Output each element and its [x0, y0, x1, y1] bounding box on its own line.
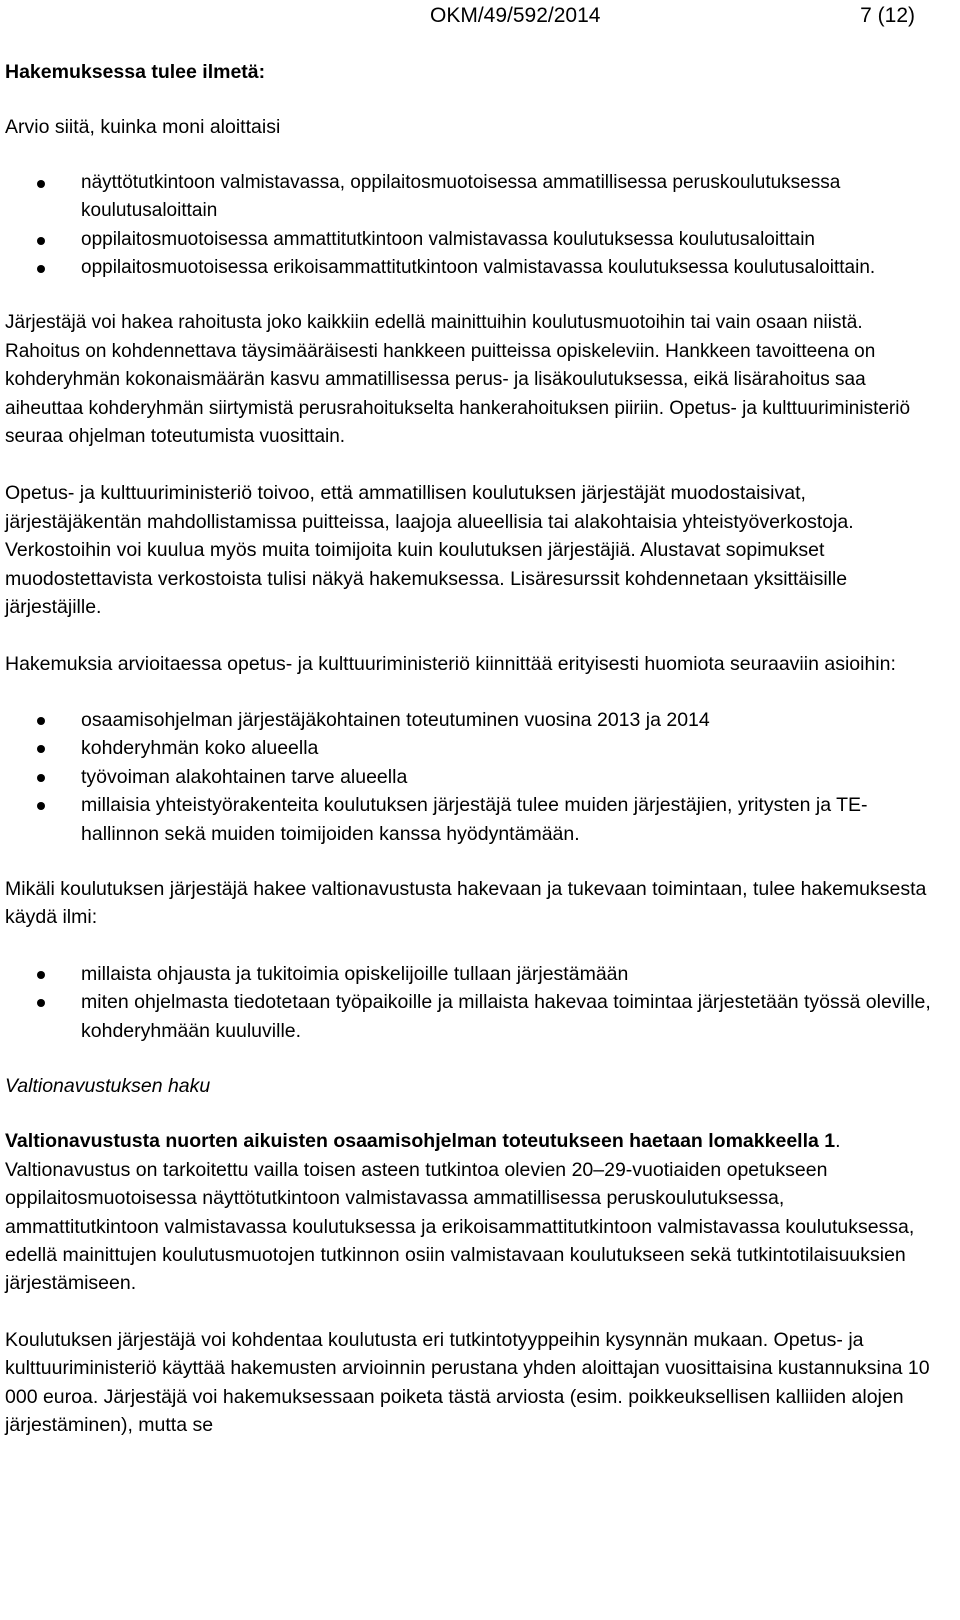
list-item: oppilaitosmuotoisessa erikoisammattitutkintoon valmistavassa koulutuksessa koulutusaloittain.: [5, 254, 935, 282]
document-body: [5, 58, 935, 1467]
bullet-icon: [37, 717, 45, 725]
page-number: 7 (12): [860, 4, 915, 27]
bold-lead: Valtionavustusta nuorten aikuisten osaamisohjelman toteutukseen haetaan lomakkeella 1: [5, 1130, 836, 1153]
list-item: oppilaitosmuotoisessa ammattitutkintoon valmistavassa koulutuksessa koulutusaloittain: [5, 226, 935, 254]
list-item: kohderyhmän koko alueella: [5, 734, 935, 762]
bullet-icon: [37, 774, 45, 782]
paragraph-costs: Koulutuksen järjestäjä voi kohdentaa koulutusta eri tutkintotyyppeihin kysynnän mukaan. Opetus- ja kulttuuriministeriö käyttää hakemusten arvioinnin perustana yhden aloittajan vuosittaisina kustannuksina 10 000 euroa. Järjestäjä voi hakemuksessaan poiketa tästä arviosta (esim. poikkeuksellisen kalliiden alojen järjestäminen), mutta se: [5, 1328, 930, 1437]
document-id: OKM/49/592/2014: [430, 4, 601, 27]
list-item: millaisia yhteistyörakenteita koulutuksen järjestäjä tulee muiden järjestäjien, yritysten ja TE-hallinnon sekä muiden toimijoiden kanssa hyödyntämään.: [5, 791, 935, 848]
bullet-icon: [37, 265, 45, 273]
criteria-list: [5, 706, 935, 848]
list-item: miten ohjelmasta tiedotetaan työpaikoille ja millaista hakevaa toimintaa järjestetään työssä oleville, kohderyhmään kuuluville.: [5, 988, 935, 1045]
subsection-heading: Valtionavustuksen haku: [5, 1074, 211, 1097]
list-item: työvoiman alakohtainen tarve alueella: [5, 763, 935, 791]
paragraph-application: [5, 1127, 935, 1297]
list-item: osaamisohjelman järjestäjäkohtainen toteutuminen vuosina 2013 ja 2014: [5, 706, 935, 734]
paragraph-support-intro: Mikäli koulutuksen järjestäjä hakee valtionavustusta hakevaan ja tukevaan toimintaan, tulee hakemuksesta käydä ilmi:: [5, 877, 927, 929]
bullet-icon: [37, 237, 45, 245]
bullet-icon: [37, 999, 45, 1007]
bullet-icon: [37, 971, 45, 979]
page-header: [0, 0, 960, 40]
paragraph-text: . Valtionavustus on tarkoitettu vailla toisen asteen tutkintoa olevien 20–29-vuotiaiden opetukseen oppilaitosmuotoisessa näyttötutkintoon valmistavassa ammatillisessa peruskoulutuksessa, ammattitutkintoon valmistavassa koulutuksessa ja erikoisammattitutkintoon valmistavassa koulutuksessa, edellä mainittujen koulutusmuotojen tutkinnon osiin valmistavaan koulutukseen sekä tutkintotilaisuuksien järjestämiseen.: [5, 1130, 915, 1295]
support-list: [5, 960, 935, 1045]
bullet-icon: [37, 802, 45, 810]
bullet-icon: [37, 180, 45, 188]
starters-list: [5, 169, 935, 283]
section-intro: Arvio siitä, kuinka moni aloittaisi: [5, 116, 281, 139]
bullet-icon: [37, 745, 45, 753]
section-heading: Hakemuksessa tulee ilmetä:: [5, 61, 266, 83]
paragraph-networks: Opetus- ja kulttuuriministeriö toivoo, että ammatillisen koulutuksen järjestäjät muodostaisivat, järjestäjäkentän mahdollistamissa puitteissa, laajoja alueellisia tai alakohtaisia yhteistyöverkostoja. Verkostoihin voi kuulua myös muita toimijoita kuin koulutuksen järjestäjiä. Alustavat sopimukset muodostettavista verkostoista tulisi näkyä hakemuksessa. Lisäresurssit kohdennetaan yksittäisille järjestäjille.: [5, 482, 854, 619]
list-item: näyttötutkintoon valmistavassa, oppilaitosmuotoisessa ammatillisessa peruskoulutuksessa koulutusaloittain: [5, 169, 935, 226]
paragraph-funding: Järjestäjä voi hakea rahoitusta joko kaikkiin edellä mainittuihin koulutusmuotoihin tai vain osaan niistä. Rahoitus on kohdennettava täysimääräisesti hankkeen puitteissa opiskeleviin. Hankkeen tavoitteena on kohderyhmän kokonaismäärän kasvu ammatillisessa perus- ja lisäkoulutuksessa, eikä lisärahoitus saa aiheuttaa kohderyhmän siirtymistä perusrahoitukselta hankerahoituksen piiriin. Opetus- ja kulttuuriministeriö seuraa ohjelman toteutumista vuosittain.: [5, 312, 911, 448]
paragraph-criteria-intro: Hakemuksia arvioitaessa opetus- ja kulttuuriministeriö kiinnittää erityisesti huomiota seuraaviin asioihin:: [5, 652, 896, 675]
list-item: millaista ohjausta ja tukitoimia opiskelijoille tullaan järjestämään: [5, 960, 935, 988]
